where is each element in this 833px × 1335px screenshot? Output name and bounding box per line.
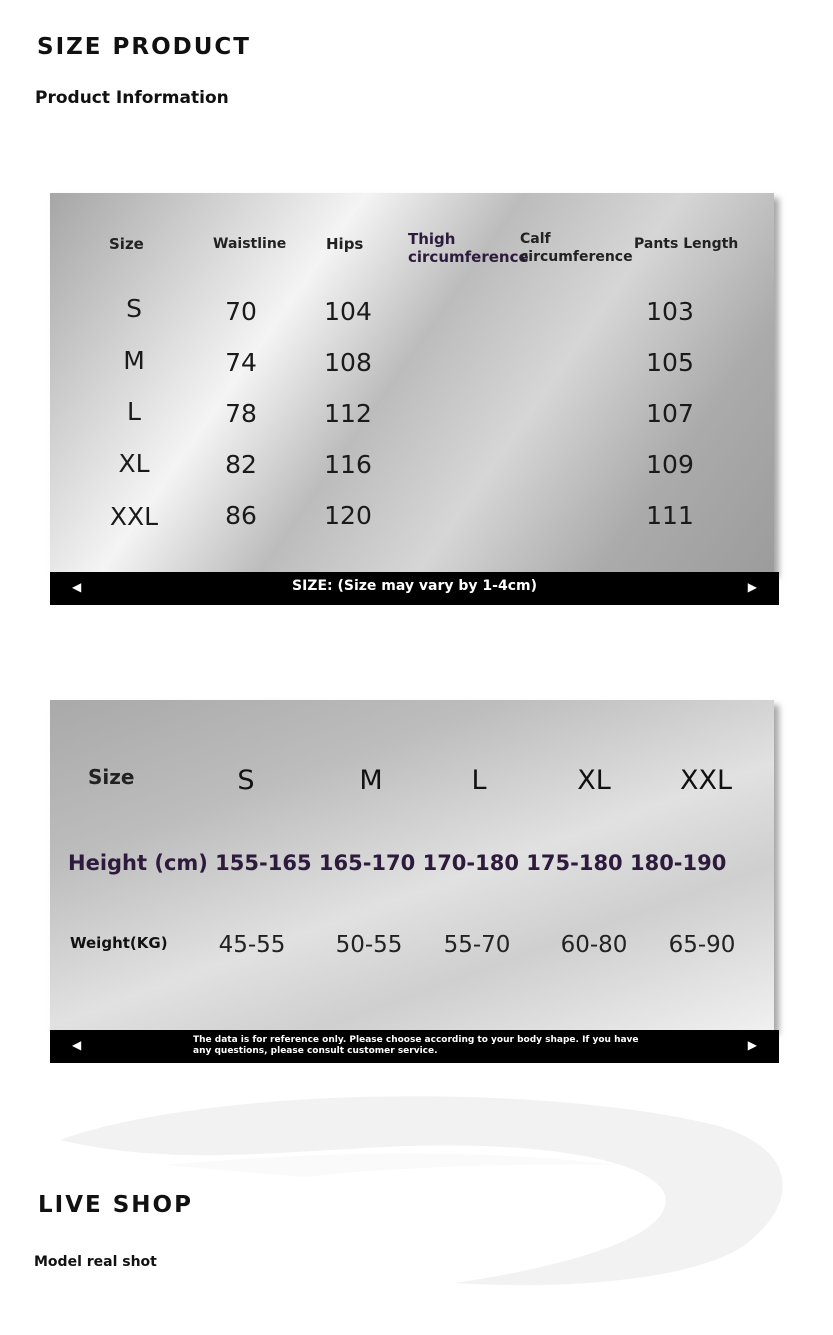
cell-waist: 86 xyxy=(225,501,257,530)
fit-size: XL xyxy=(577,765,611,796)
cell-waist: 82 xyxy=(225,450,257,479)
page-subtitle: Product Information xyxy=(35,88,229,108)
header-calf-circumference: Calf circumference xyxy=(520,231,633,265)
header-waistline: Waistline xyxy=(213,236,287,252)
cell-size: L xyxy=(127,397,141,426)
arrow-left-icon[interactable]: ◀ xyxy=(72,1038,82,1052)
arrow-left-icon[interactable]: ◀ xyxy=(72,580,82,594)
weight-value: 55-70 xyxy=(443,932,511,958)
cell-length: 111 xyxy=(646,501,694,530)
weight-value: 60-80 xyxy=(560,932,628,958)
reference-note-bar xyxy=(50,1030,779,1063)
cell-length: 103 xyxy=(646,297,694,326)
cell-waist: 78 xyxy=(225,399,257,428)
header-hips: Hips xyxy=(326,235,364,253)
cell-hips: 112 xyxy=(324,399,372,428)
cell-size: XL xyxy=(118,449,150,478)
weight-value: 65-90 xyxy=(668,932,736,958)
weight-value: 50-55 xyxy=(335,932,403,958)
cell-hips: 104 xyxy=(324,297,372,326)
fit-size-label: Size xyxy=(88,765,135,789)
swoosh-decoration-icon xyxy=(55,1085,800,1290)
cell-waist: 70 xyxy=(225,297,257,326)
fit-size: XXL xyxy=(679,765,733,796)
cell-waist: 74 xyxy=(225,348,257,377)
header-pants-length: Pants Length xyxy=(634,236,739,252)
cell-size: S xyxy=(126,294,142,323)
weight-value: 45-55 xyxy=(218,932,286,958)
arrow-right-icon[interactable]: ▶ xyxy=(747,1038,757,1052)
reference-note-text: The data is for reference only. Please choose according to your body shape. If you have any questions, please consult customer service. xyxy=(193,1035,639,1056)
cell-length: 105 xyxy=(646,348,694,377)
cell-length: 107 xyxy=(646,399,694,428)
weight-label: Weight(KG) xyxy=(70,934,168,952)
size-note-bar xyxy=(50,572,779,605)
arrow-right-icon[interactable]: ▶ xyxy=(747,580,757,594)
fit-size: M xyxy=(359,765,383,796)
cell-size: XXL xyxy=(109,502,159,531)
fit-size: L xyxy=(471,765,487,796)
size-note-text: SIZE: (Size may vary by 1-4cm) xyxy=(292,578,537,594)
cell-hips: 116 xyxy=(324,450,372,479)
cell-size: M xyxy=(123,346,145,375)
live-shop-title: LIVE SHOP xyxy=(38,1192,193,1218)
live-shop-subtitle: Model real shot xyxy=(34,1254,157,1270)
cell-hips: 108 xyxy=(324,348,372,377)
header-thigh-circumference: Thigh circumference xyxy=(408,230,529,266)
cell-hips: 120 xyxy=(324,501,372,530)
cell-length: 109 xyxy=(646,450,694,479)
fit-size: S xyxy=(237,765,255,796)
page-title: SIZE PRODUCT xyxy=(37,34,251,60)
header-size: Size xyxy=(109,235,144,253)
height-row: Height (cm) 155-165 165-170 170-180 175-180 180-190 xyxy=(68,851,727,875)
